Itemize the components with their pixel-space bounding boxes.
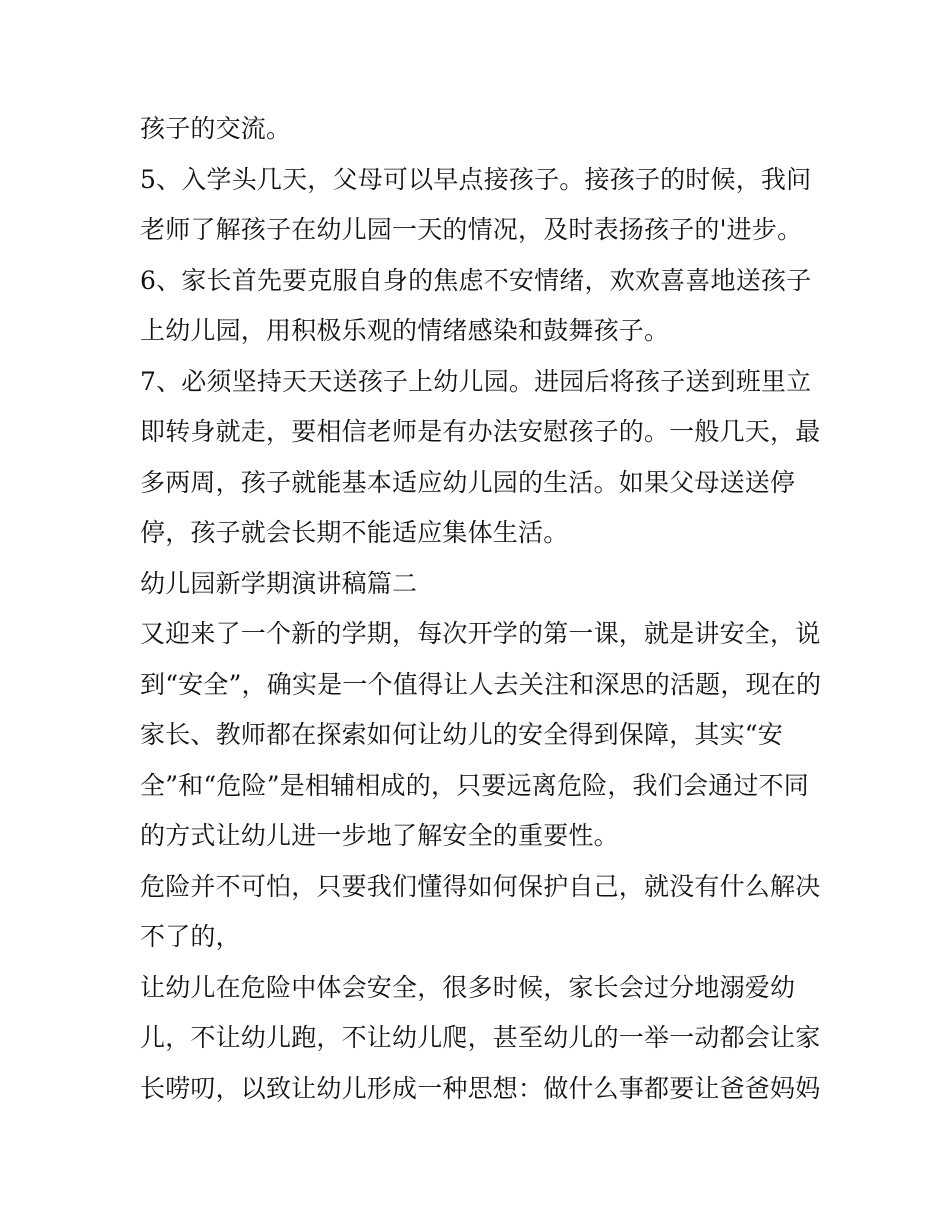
text-line: 到“安全”，确实是一个值得让人去关注和深思的活题，现在的 bbox=[140, 670, 822, 699]
text-line: 不了的， bbox=[140, 922, 241, 951]
text-line: 5、入学头几天，父母可以早点接孩子。接孩子的时候，我问 bbox=[140, 165, 812, 194]
section-heading: 幼儿园新学期演讲稿篇二 bbox=[140, 569, 418, 598]
text-line: 家长、教师都在探索如何让幼儿的安全得到保障，其实“安 bbox=[140, 720, 783, 749]
text-line: 危险并不可怕，只要我们懂得如何保护自己，就没有什么解决 bbox=[140, 872, 821, 901]
text-line: 即转身就走，要相信老师是有办法安慰孩子的。一般几天，最 bbox=[140, 417, 821, 446]
text-line: 让幼儿在危险中体会安全，很多时候，家长会过分地溺爱幼 bbox=[140, 973, 796, 1002]
text-line: 儿，不让幼儿跑，不让幼儿爬，甚至幼儿的一举一动都会让家 bbox=[140, 1023, 821, 1052]
text-line: 全”和“危险”是相辅相成的，只要远离危险，我们会通过不同 bbox=[140, 771, 809, 800]
text-line: 停，孩子就会长期不能适应集体生活。 bbox=[140, 518, 569, 547]
text-line: 6、家长首先要克服自身的焦虑不安情绪，欢欢喜喜地送孩子 bbox=[140, 266, 812, 295]
text-line: 多两周，孩子就能基本适应幼儿园的生活。如果父母送送停 bbox=[140, 468, 796, 497]
text-line: 又迎来了一个新的学期，每次开学的第一课，就是讲安全，说 bbox=[140, 619, 821, 648]
text-line: 的方式让幼儿进一步地了解安全的重要性。 bbox=[140, 821, 619, 850]
text-line: 上幼儿园，用积极乐观的情绪感染和鼓舞孩子。 bbox=[140, 316, 670, 345]
text-line: 长唠叨，以致让幼儿形成一种思想：做什么事都要让爸爸妈妈 bbox=[140, 1074, 821, 1103]
text-line: 7、必须坚持天天送孩子上幼儿园。进园后将孩子送到班里立 bbox=[140, 367, 812, 396]
text-line: 老师了解孩子在幼儿园一天的情况，及时表扬孩子的'进步。 bbox=[140, 215, 803, 244]
text-line: 孩子的交流。 bbox=[140, 114, 292, 143]
